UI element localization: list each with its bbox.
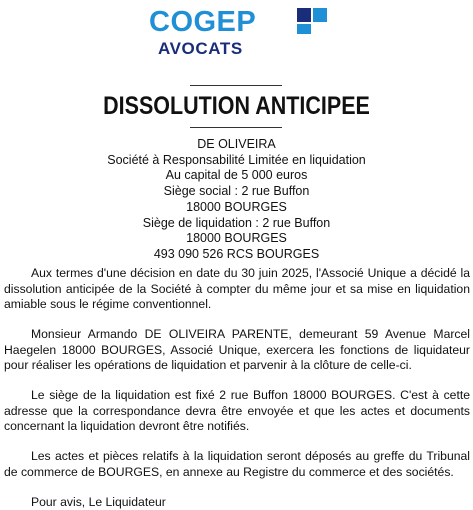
notice-body — [4, 266, 470, 510]
notice-title: DISSOLUTION ANTICIPEE — [33, 91, 440, 121]
paragraph-filing: Les actes et pièces relatifs à la liquidation seront déposés au greffe du Tribunal de commerce de BOURGES, en annexe au Registre du commerce et des sociétés. — [4, 449, 470, 480]
registered-office-city: 18000 BOURGES — [0, 200, 473, 216]
title-top-divider — [190, 85, 282, 86]
company-name: DE OLIVEIRA — [0, 137, 473, 153]
liquidation-office: Siège de liquidation : 2 rue Buffon — [0, 216, 473, 232]
liquidation-office-city: 18000 BOURGES — [0, 231, 473, 247]
paragraph-seat: Le siège de la liquidation est fixé 2 rue Buffon 18000 BOURGES. C'est à cette adresse que la correspondance devra être envoyée et que les actes et documents concernant la liquidation devront être notifiés. — [4, 388, 470, 435]
company-header — [0, 137, 473, 263]
paragraph-decision: Aux termes d'une décision en date du 30 juin 2025, l'Associé Unique a décidé la dissolution anticipée de la Société à compter du même jour et sa mise en liquidation amiable sous le régime conventionnel. — [4, 266, 470, 313]
company-form: Société à Responsabilité Limitée en liquidation — [0, 153, 473, 169]
title-bottom-divider — [190, 127, 282, 128]
logo-subtitle: AVOCATS — [158, 39, 243, 59]
company-capital: Au capital de 5 000 euros — [0, 168, 473, 184]
paragraph-liquidator: Monsieur Armando DE OLIVEIRA PARENTE, demeurant 59 Avenue Marcel Haegelen 18000 BOURGES, Associé Unique, exercera les fonctions de liquidateur pour réaliser les opérations de liquidation et parvenir à la clôture de celle-ci. — [4, 327, 470, 374]
logo-wordmark: COGEP — [149, 6, 256, 38]
cogep-logo — [0, 4, 473, 60]
registered-office: Siège social : 2 rue Buffon — [0, 184, 473, 200]
logo-square-icon — [297, 8, 327, 34]
rcs-number: 493 090 526 RCS BOURGES — [0, 247, 473, 263]
signature-line: Pour avis, Le Liquidateur — [4, 495, 470, 510]
